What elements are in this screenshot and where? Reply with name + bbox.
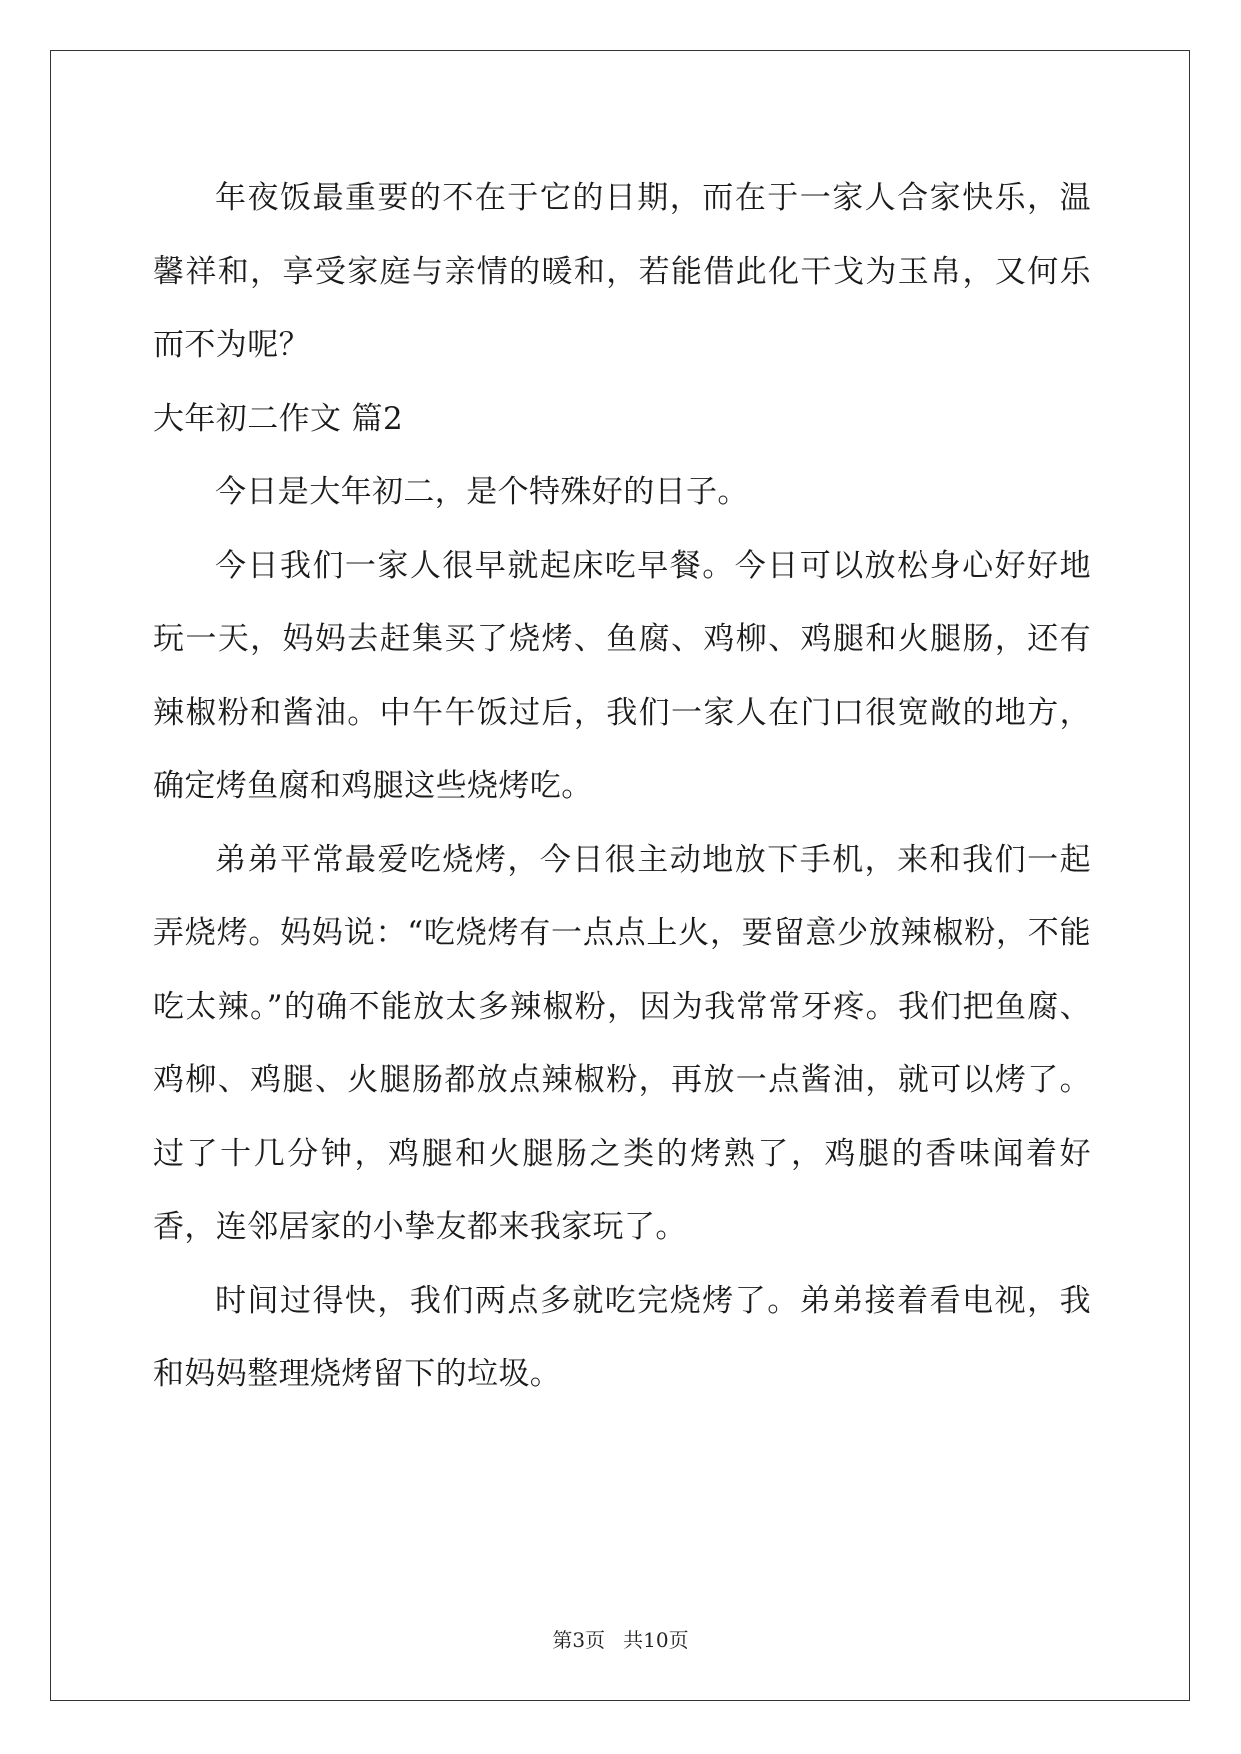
page-footer xyxy=(0,1628,1241,1652)
paragraph-2: 今日是大年初二，是个特殊好的日子。 xyxy=(215,474,749,510)
page-number: 第3页 xyxy=(552,1628,606,1652)
paragraph-1: 年夜饭最重要的不在于它的日期，而在于一家人合家快乐，温馨祥和，享受家庭与亲情的暖和，若能借此化干戈为玉帛，又何乐而不为呢？ xyxy=(153,180,1091,363)
paragraph-3: 今日我们一家人很早就起床吃早餐。今日可以放松身心好好地玩一天，妈妈去赶集买了烧烤、鱼腐、鸡柳、鸡腿和火腿肠，还有辣椒粉和酱油。中午午饭过后，我们一家人在门口很宽敞的地方，确定烤鱼腐和鸡腿这些烧烤吃。 xyxy=(153,547,1091,804)
document-body xyxy=(153,162,1091,1412)
paragraph-5: 时间过得快，我们两点多就吃完烧烤了。弟弟接着看电视，我和妈妈整理烧烤留下的垃圾。 xyxy=(153,1282,1091,1392)
section-heading: 大年初二作文 篇2 xyxy=(153,400,404,437)
paragraph-4: 弟弟平常最爱吃烧烤，今日很主动地放下手机，来和我们一起弄烧烤。妈妈说：“吃烧烤有一点点上火，要留意少放辣椒粉，不能吃太辣。”的确不能放太多辣椒粉，因为我常常牙疼。我们把鱼腐、鸡柳、鸡腿、火腿肠都放点辣椒粉，再放一点酱油，就可以烤了。过了十几分钟，鸡腿和火腿肠之类的烤熟了，鸡腿的香味闻着好香，连邻居家的小挚友都来我家玩了。 xyxy=(153,841,1091,1245)
page-total: 共10页 xyxy=(623,1628,689,1652)
